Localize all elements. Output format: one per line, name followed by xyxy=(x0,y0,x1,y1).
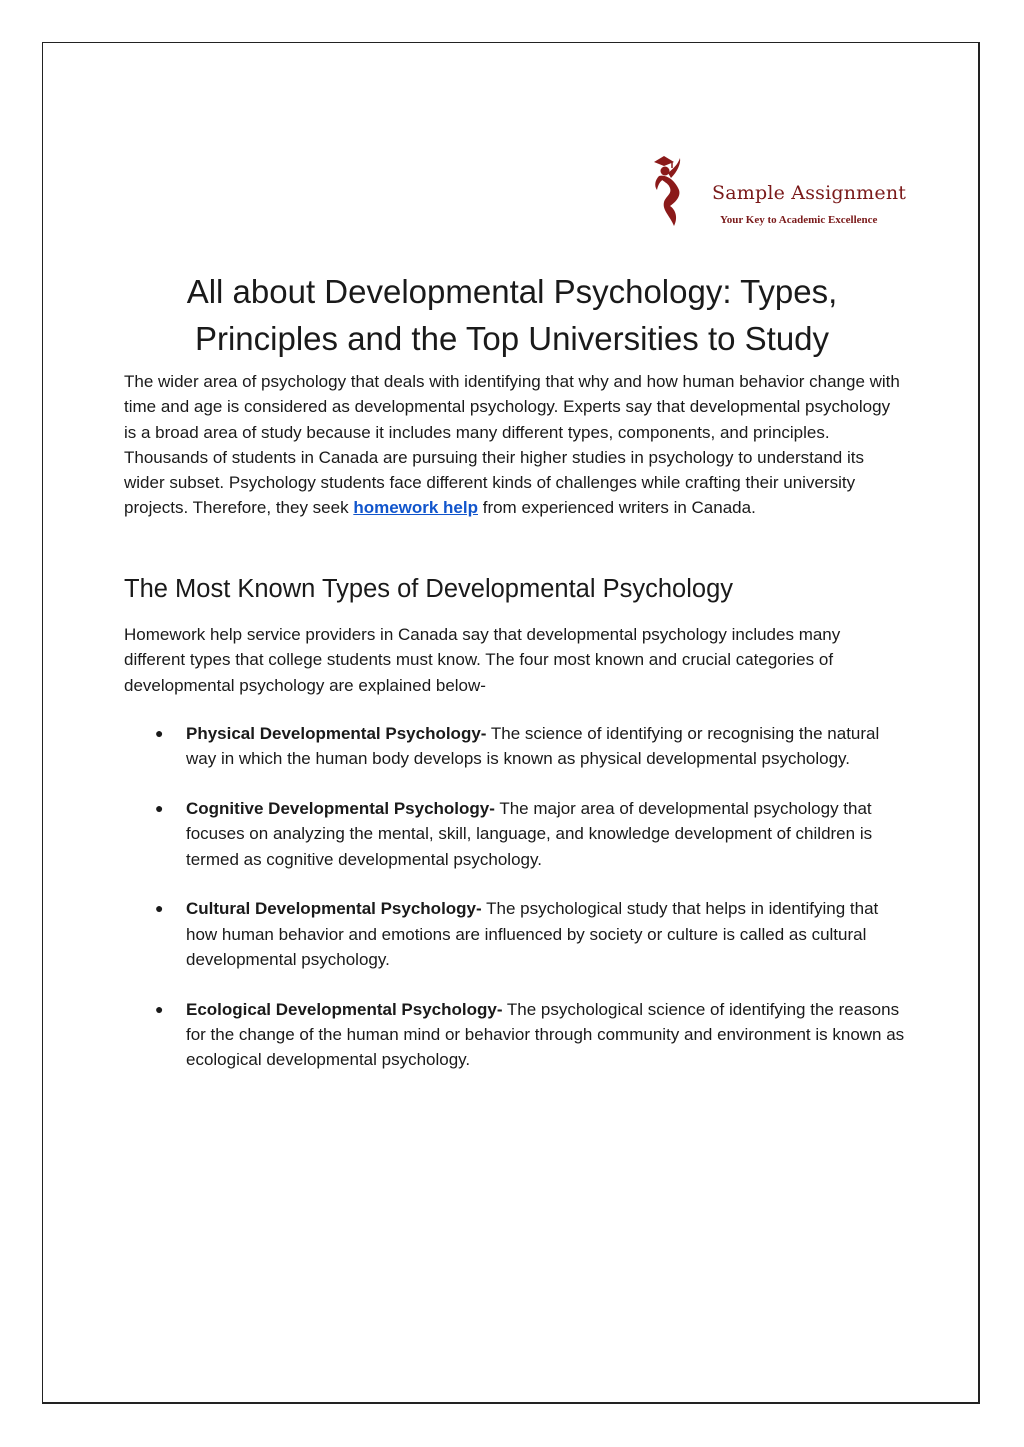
type-description: The major area of developmental psychology that focuses on analyzing the mental, skill, language, and knowledge development of children is termed as cognitive developmental psychology. xyxy=(186,799,873,869)
bullet-icon: ● xyxy=(155,725,164,741)
list-item-physical xyxy=(124,721,914,772)
section-heading: The Most Known Types of Developmental Psychology xyxy=(124,575,734,603)
logo-tagline: Your Key to Academic Excellence xyxy=(720,214,878,226)
list-item-cultural xyxy=(124,896,914,972)
type-description: The psychological science of identifying the reasons for the change of the human mind or behavior through community and environment is known as ecological developmental psychology. xyxy=(186,999,905,1070)
homework-help-link[interactable]: homework help xyxy=(353,498,478,518)
title-line-1: All about Developmental Psychology: Types, xyxy=(186,273,838,310)
type-term: Cognitive Developmental Psychology- xyxy=(186,799,495,819)
section-intro-paragraph: Homework help service providers in Canada say that developmental psychology includes many different types that college students must know. The four most known and crucial categories of developmental psychology are explained below- xyxy=(124,625,841,695)
logo-name: Sample Assignment xyxy=(712,182,907,204)
intro-text-after-link: from experienced writers in Canada. xyxy=(478,498,756,518)
brand-logo xyxy=(650,152,910,232)
type-term: Cultural Developmental Psychology- xyxy=(186,899,482,919)
list-item-cognitive xyxy=(124,796,914,872)
bullet-icon: ● xyxy=(155,800,164,817)
list-item-ecological xyxy=(124,997,914,1073)
bullet-icon: ● xyxy=(155,1000,164,1017)
title-line-2: Principles and the Top Universities to Study xyxy=(194,320,830,357)
type-description: The psychological study that helps in identifying that how human behavior and emotions are influenced by society or culture is called as cultural developmental psychology. xyxy=(186,899,879,970)
graduate-figure-icon xyxy=(650,152,710,232)
type-term: Physical Developmental Psychology- xyxy=(186,724,487,743)
bullet-icon: ● xyxy=(155,900,164,917)
intro-paragraph xyxy=(124,369,904,521)
type-description: The science of identifying or recognising the natural way in which the human body develops is known as physical developmental psychology. xyxy=(186,724,880,769)
intro-text-before-link: The wider area of psychology that deals with identifying that why and how human behavior change with time and age is considered as developmental psychology. Experts say that developmental psychology is a broad area of study because it includes many different types, components, and principles. Thousands of students in Canada are pursuing their higher studies in psychology to understand its wider subset. Psychology students face different kinds of challenges while crafting their university projects. Therefore, they seek xyxy=(124,372,900,518)
types-list xyxy=(124,721,914,1097)
document-title xyxy=(110,268,914,362)
type-term: Ecological Developmental Psychology- xyxy=(186,999,503,1019)
